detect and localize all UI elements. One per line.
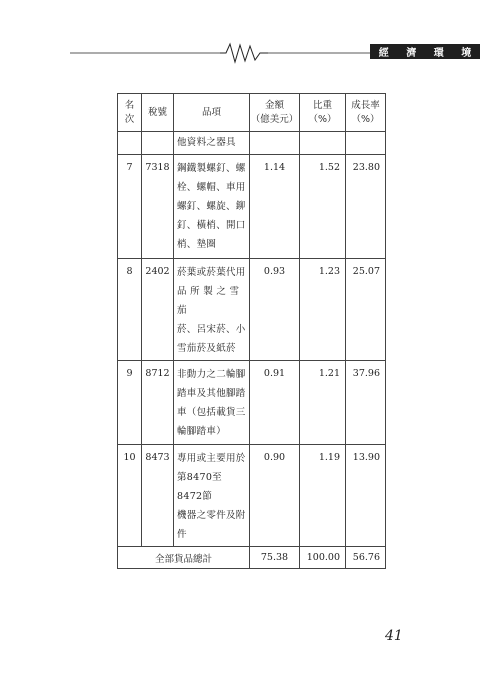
total-label: 全部貨品總計	[118, 547, 250, 569]
item-line: 螺釘、螺旋、鉚	[177, 201, 246, 212]
total-ratio: 100.00	[300, 547, 346, 569]
item-line: 車（包括載貨三	[177, 407, 246, 418]
cell-growth: 13.90	[346, 445, 386, 547]
cell-empty	[142, 132, 174, 155]
header-amount-line1: 金額	[264, 99, 284, 111]
table-row	[118, 155, 386, 259]
item-line: 雪茄菸及紙菸	[177, 343, 236, 354]
running-header	[70, 40, 472, 64]
header-ratio-line1: 比重	[312, 99, 332, 111]
item-line: 第8470至8472節	[177, 472, 222, 502]
cell-item	[174, 132, 250, 155]
table-row	[118, 259, 386, 361]
table-row	[118, 361, 386, 445]
item-line: 菸葉或菸葉代用	[177, 267, 246, 278]
cell-growth: 37.96	[346, 361, 386, 445]
item-line: 栓、螺帽、車用	[177, 182, 246, 193]
cell-code: 7318	[142, 155, 174, 259]
cell-empty	[300, 132, 346, 155]
section-title-char: 環	[433, 48, 444, 59]
item-line: 輪腳踏車）	[177, 426, 227, 437]
cell-ratio: 1.52	[300, 155, 346, 259]
header-growth-line2: （%）	[351, 113, 380, 125]
table-row-total	[118, 547, 386, 569]
section-title-char: 經	[378, 48, 389, 59]
item-line: 品 所 製 之 雪 茄	[177, 286, 240, 316]
trade-table	[117, 93, 386, 569]
header-item: 品項	[174, 94, 250, 132]
cell-code: 8712	[142, 361, 174, 445]
total-growth: 56.76	[346, 547, 386, 569]
header-amount-line2: （億美元）	[250, 113, 299, 125]
table-row-continuation	[118, 132, 386, 155]
item-line: 非動力之二輪腳	[177, 369, 246, 380]
cell-code: 8473	[142, 445, 174, 547]
cell-rank: 9	[118, 361, 142, 445]
item-line: 件	[177, 529, 187, 540]
cell-item	[174, 445, 250, 547]
cell-rank: 10	[118, 445, 142, 547]
section-title-badge	[370, 44, 480, 59]
table-header-row	[118, 94, 386, 132]
cell-ratio: 1.21	[300, 361, 346, 445]
header-amount	[250, 94, 300, 132]
item-line: 他資料之器具	[177, 137, 236, 148]
table-row	[118, 445, 386, 547]
section-title-char: 境	[461, 48, 472, 59]
header-growth	[346, 94, 386, 132]
cell-item	[174, 155, 250, 259]
cell-item	[174, 361, 250, 445]
cell-amount: 0.93	[250, 259, 300, 361]
item-line: 梢、墊圈	[177, 239, 217, 250]
cell-rank: 8	[118, 259, 142, 361]
item-line: 踏車及其他腳踏	[177, 388, 246, 399]
cell-empty	[250, 132, 300, 155]
cell-empty	[118, 132, 142, 155]
header-growth-line1: 成長率	[351, 99, 380, 111]
section-title-char: 濟	[406, 48, 417, 59]
item-line: 鋼鐵製螺釘、螺	[177, 163, 246, 174]
header-rank-label: 名次	[124, 99, 135, 125]
cell-ratio: 1.23	[300, 259, 346, 361]
header-wave-line	[70, 40, 415, 64]
cell-amount: 1.14	[250, 155, 300, 259]
cell-growth: 25.07	[346, 259, 386, 361]
item-line: 菸、呂宋菸、小	[177, 324, 246, 335]
cell-item	[174, 259, 250, 361]
header-rank	[118, 94, 142, 132]
item-line: 釘、橫梢、開口	[177, 220, 246, 231]
header-code: 稅號	[142, 94, 174, 132]
cell-growth: 23.80	[346, 155, 386, 259]
cell-code: 2402	[142, 259, 174, 361]
header-ratio-line2: （%）	[308, 113, 337, 125]
item-line: 專用或主要用於	[177, 453, 246, 464]
page-number: 41	[385, 628, 403, 644]
cell-amount: 0.91	[250, 361, 300, 445]
total-amount: 75.38	[250, 547, 300, 569]
cell-amount: 0.90	[250, 445, 300, 547]
cell-empty	[346, 132, 386, 155]
header-ratio	[300, 94, 346, 132]
item-line: 機器之零件及附	[177, 510, 246, 521]
cell-rank: 7	[118, 155, 142, 259]
cell-ratio: 1.19	[300, 445, 346, 547]
